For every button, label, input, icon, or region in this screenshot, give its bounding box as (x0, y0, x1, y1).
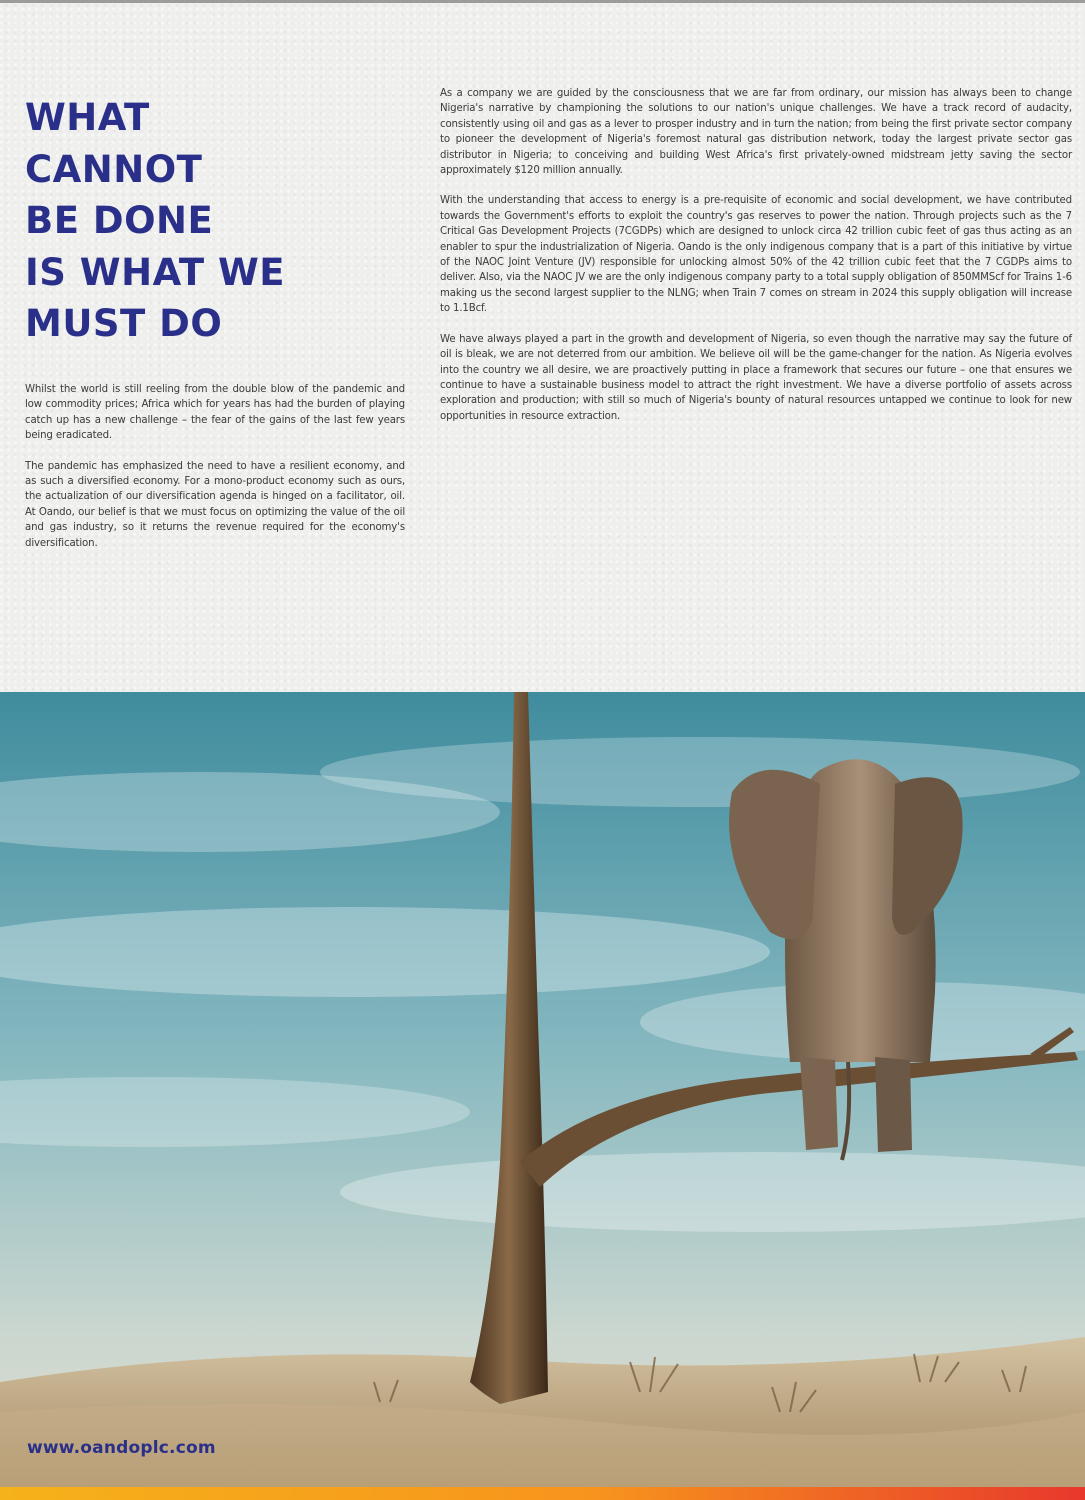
headline (25, 92, 385, 350)
hero-photo (0, 692, 1085, 1487)
left-column (25, 382, 405, 566)
headline-line: MUST DO (25, 302, 223, 345)
top-rule (0, 0, 1085, 3)
headline-line: WHAT (25, 96, 150, 139)
body-paragraph: As a company we are guided by the consciousness that we are far from ordinary, our mission has always been to change Nigeria's narrative by championing the solutions to our nation's unique challenges. We have a track record of audacity, consistently using oil and gas as a lever to prosper industry and in turn the nation; from being the first private sector company to pioneer the development of Nigeria's foremost natural gas distribution network, today the largest private sector gas distributor in Nigeria; to conceiving and building West Africa's first privately-owned midstream jetty saving the sector approximately $120 million annually. (440, 88, 1072, 177)
body-paragraph: Whilst the world is still reeling from the double blow of the pandemic and low commodity prices; Africa which for years has had the burden of playing catch up has a new challenge – the fear of the gains of the last few years being eradicated. (25, 384, 405, 442)
right-column (440, 86, 1072, 439)
website-link[interactable]: www.oandoplc.com (27, 1438, 216, 1458)
elephant-on-tree-branch-icon (0, 692, 1085, 1487)
body-paragraph: The pandemic has emphasized the need to have a resilient economy, and as such a diversified economy. For a mono-product economy such as ours, the actualization of our diversification agenda is hinged on a facilitator, oil. At Oando, our belief is that we must focus on optimizing the value of the oil and gas industry, so it returns the revenue required for the economy's diversification. (25, 460, 405, 549)
headline-line: IS WHAT WE (25, 250, 286, 294)
headline-line: CANNOT (25, 147, 203, 191)
bottom-color-bar (0, 1487, 1085, 1500)
headline-line: BE DONE (25, 199, 214, 242)
body-paragraph: We have always played a part in the growth and development of Nigeria, so even though the narrative may say the future of oil is bleak, we are not deterred from our ambition. We believe oil will be the game-changer for the nation. As Nigeria evolves into the country we all desire, we are proactively putting in place a framework that secures our future – one that ensures we continue to have a sustainable business model to attract the right investment. We have a diverse portfolio of assets across exploration and production; with still so much of Nigeria's bounty of natural resources untapped we continue to look for new opportunities in resource extraction. (440, 333, 1072, 422)
body-paragraph: With the understanding that access to energy is a pre-requisite of economic and social development, we have contributed towards the Government's efforts to exploit the country's gas reserves to power the nation. Through projects such as the 7 Critical Gas Development Projects (7CGDPs) which are designed to unlock circa 42 trillion cubic feet of gas thus acting as an enabler to spur the industrialization of Nigeria. Oando is the only indigenous company that is a part of this initiative by virtue of the NAOC Joint Venture (JV) responsible for unlocking almost 50% of the 42 trillion cubic feet that the 7 CGDPs aims to deliver. Also, via the NAOC JV we are the only indigenous company party to a total supply obligation of 850MMScf for Trains 1-6 making us the second largest supplier to the NLNG; when Train 7 comes on stream in 2024 this supply obligation will increase to 1.1Bcf. (440, 195, 1072, 315)
